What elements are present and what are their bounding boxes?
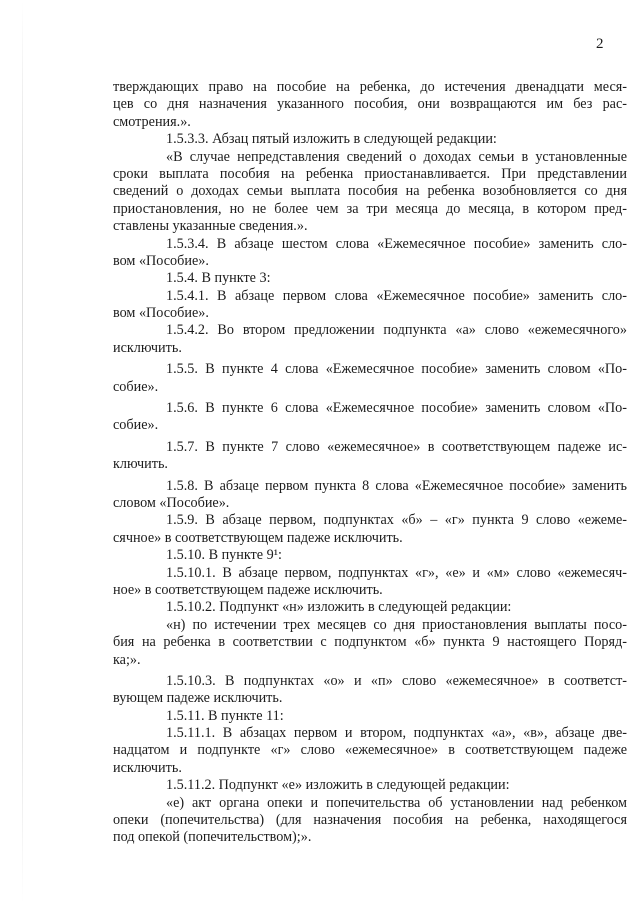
text-line: тверждающих право на пособие на ребенка, до истечения двенадцати меся- [113,79,627,95]
text-line: сроки выплата пособия на ребенка приостанавливается. При представлении [113,165,627,182]
text-line: собие». [113,378,159,395]
text-line: 1.5.4.2. Во втором предложении подпункта «а» слово «ежемесячного» [166,322,627,339]
text-line: цев со дня назначения указанного пособия, они возвращаются им без рас- [113,96,627,113]
text-line: 1.5.7. В пункте 7 слово «ежемесячное» в соответствующем падеже ис- [166,438,627,455]
text-line: исключить. [113,759,182,776]
text-line: вом «Пособие». [113,252,209,269]
text-line: 1.5.11.1. В абзацах первом и втором, подпунктах «а», «в», абзаце две- [166,725,627,742]
page-number: 2 [596,36,604,52]
text-line: собие». [113,417,159,434]
text-line: ключить. [113,456,168,473]
text-line: вующем падеже исключить. [113,690,283,707]
text-line: 1.5.4.1. В абзаце первом слова «Ежемесячное пособие» заменить сло- [166,287,627,304]
text-line: исключить. [113,339,182,356]
text-line: 1.5.10.2. Подпункт «н» изложить в следующей редакции: [166,599,512,616]
text-line: 1.5.11. В пункте 11: [166,707,284,724]
text-line: «н) по истечении трех месяцев со дня приостановления выплаты посо- [166,616,627,633]
text-line: под опекой (попечительством);». [113,829,312,846]
text-line: бия на ребенка в соответствии с подпунктом «б» пункта 9 настоящего Поряд- [113,634,627,651]
text-line: ка;». [113,651,141,668]
text-line: приостановления, но не более чем за три месяца до месяца, в котором пред- [113,200,627,217]
text-line: 1.5.10.1. В абзаце первом, подпунктах «г», «е» и «м» слово «ежемесяч- [166,564,627,581]
text-line: 1.5.10.3. В подпунктах «о» и «п» слово «ежемесячное» в соответст- [166,672,627,689]
text-line: «В случае непредставления сведений о доходах семьи в установленные [166,148,627,165]
text-line: словом «Пособие». [113,494,230,511]
text-line: 1.5.4. В пункте 3: [166,270,271,287]
text-line: вом «Пособие». [113,305,209,322]
text-line: опеки (попечительства) (для назначения пособия на ребенка, находящегося [113,812,627,829]
text-line: 1.5.5. В пункте 4 слова «Ежемесячное пособие» заменить словом «По- [166,361,627,378]
text-line: сведений о доходах семьи выплата пособия на ребенка возобновляется со дня [113,183,627,200]
text-line: 1.5.3.4. В абзаце шестом слова «Ежемесячное пособие» заменить сло- [166,235,627,252]
text-line: ставлены указанные сведения.». [113,218,308,235]
text-line: 1.5.9. В абзаце первом, подпунктах «б» – «г» пункта 9 слово «ежеме- [166,512,627,529]
text-line: сячное» в соответствующем падеже исключить. [113,529,403,546]
document-body [113,79,627,847]
text-line: 1.5.11.2. Подпункт «е» изложить в следующей редакции: [166,777,510,794]
text-line: 1.5.8. В абзаце первом пункта 8 слова «Ежемесячное пособие» заменить [166,477,627,494]
scan-edge [22,0,23,905]
text-line: 1.5.6. В пункте 6 слова «Ежемесячное пособие» заменить словом «По- [166,400,627,417]
text-line: надцатом и подпункте «г» слово «ежемесячное» в соответствующем падеже [113,742,627,759]
text-line: 1.5.3.3. Абзац пятый изложить в следующей редакции: [166,131,497,148]
text-line: ное» в соответствующем падеже исключить. [113,581,383,598]
text-line: 1.5.10. В пункте 9¹: [166,547,282,564]
text-line: «е) акт органа опеки и попечительства об установлении над ребенком [166,794,627,811]
text-line: смотрения.». [113,113,191,130]
